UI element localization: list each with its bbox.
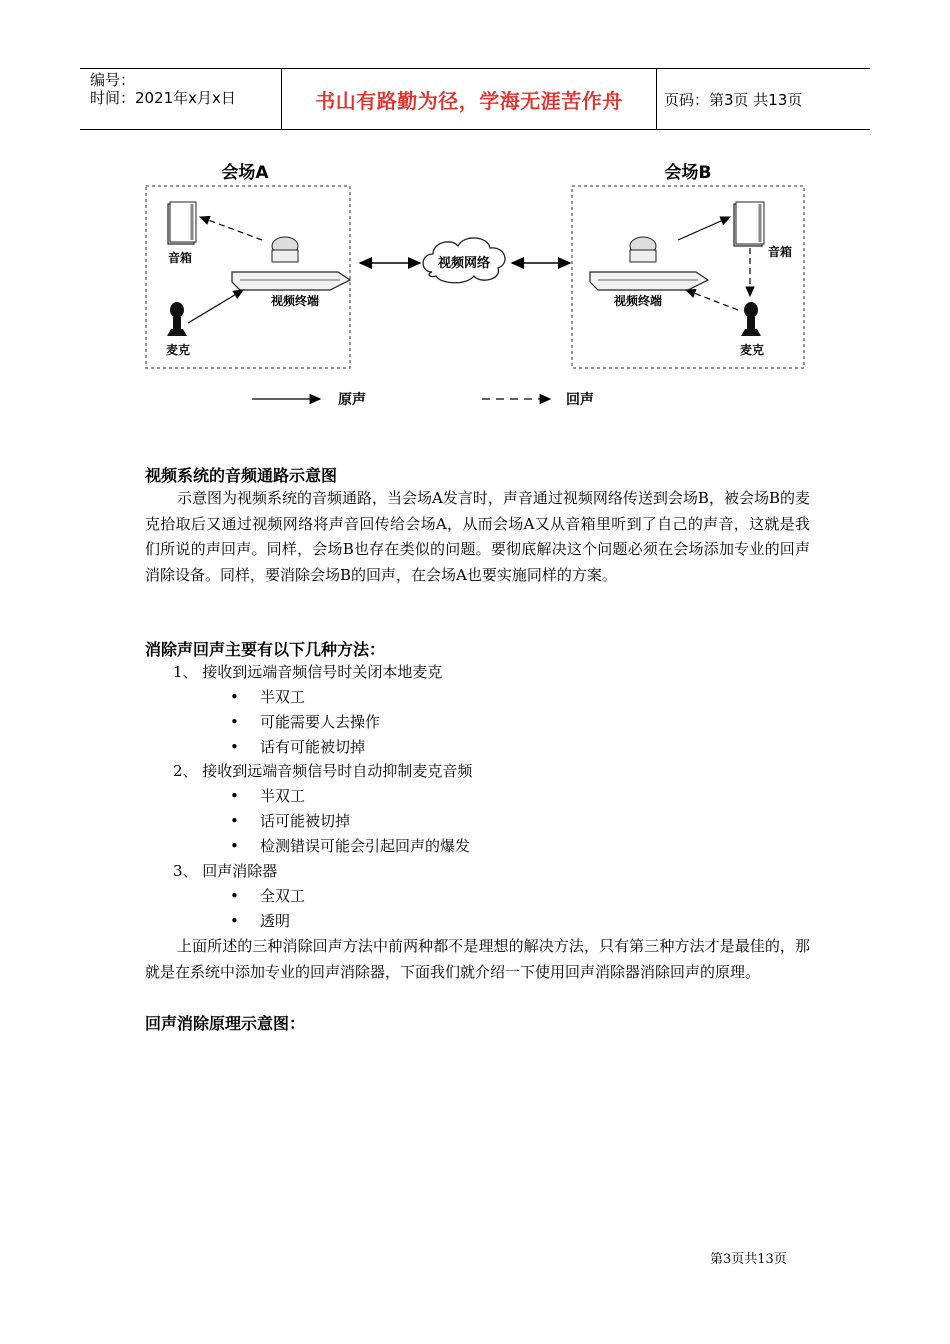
method-2-label: 2、 接收到远端音频信号时自动抑制麦克音频 — [173, 762, 473, 780]
method-bullet: • 半双工 — [230, 787, 306, 805]
speaker-b-label: 音箱 — [767, 245, 793, 259]
terminal-a-label: 视频终端 — [270, 294, 320, 308]
page-header — [80, 68, 870, 130]
network-label: 视频网络 — [437, 256, 491, 271]
method-bullet: • 全双工 — [230, 887, 306, 905]
header-page-code: 页码：第3页 共13页 — [664, 90, 803, 109]
method-1-label: 1、 接收到远端音频信号时关闭本地麦克 — [173, 663, 443, 681]
header-motto: 书山有路勤为径，学海无涯苦作舟 — [315, 88, 623, 113]
method-bullet: • 透明 — [230, 912, 291, 930]
section-title-audio-path: 视频系统的音频通路示意图 — [145, 466, 338, 485]
original-arrow-b — [678, 217, 730, 240]
section-title-methods: 消除声回声主要有以下几种方法： — [145, 640, 386, 659]
speaker-b-icon — [734, 202, 764, 246]
page-footer: 第3页共13页 — [710, 1252, 787, 1267]
method-bullet: • 可能需要人去操作 — [230, 713, 381, 731]
method-bullet: • 半双工 — [230, 688, 306, 706]
terminal-b-label: 视频终端 — [613, 294, 663, 308]
venue-a-title: 会场A — [221, 163, 269, 183]
method-bullet: • 话有可能被切掉 — [230, 738, 366, 756]
video-terminal-b-icon — [590, 237, 708, 290]
method-bullet: • 话可能被切掉 — [230, 812, 351, 830]
mic-a-label: 麦克 — [165, 343, 191, 357]
echo-arrow-b-back — [686, 290, 738, 310]
paragraph-conclusion: 上面所述的三种消除回声方法中前两种都不是理想的解决方法，只有第三种方法才是最佳的，那就是在系统中添加专业的回声消除器，下面我们就介绍一下使用回声消除器消除回声的原理。 — [145, 937, 810, 981]
microphone-a-icon — [167, 302, 187, 336]
legend-dashed-label: 回声 — [566, 392, 594, 408]
mic-b-label: 麦克 — [739, 343, 765, 357]
header-meta — [90, 71, 236, 107]
speaker-a-label: 音箱 — [167, 251, 193, 265]
header-number: 编号： — [90, 71, 136, 89]
section-title-echo-cancel: 回声消除原理示意图： — [145, 1014, 306, 1033]
video-terminal-a-icon — [232, 237, 350, 290]
header-divider — [656, 69, 657, 129]
original-arrow-a — [188, 290, 243, 323]
method-3-label: 3、 回声消除器 — [173, 862, 278, 880]
legend-solid-label: 原声 — [338, 392, 366, 408]
header-time: 时间：2021年x月x日 — [90, 89, 236, 107]
speaker-a-icon — [168, 202, 196, 244]
venue-b-title: 会场B — [664, 163, 712, 183]
paragraph-audio-path: 示意图为视频系统的音频通路，当会场A发言时，声音通过视频网络传送到会场B，被会场B的麦克拾取后又通过视频网络将声音回传给会场A，从而会场A又从音箱里听到了自己的声音，这就是我们所说的声回声。同样，会场B也存在类似的问题。要彻底解决这个问题必须在会场添加专业的回声消除设备。同样，要消除会场B的回声，在会场A也要实施同样的方案。 — [145, 489, 810, 584]
audio-path-diagram — [140, 150, 820, 420]
method-bullet: • 检测错误可能会引起回声的爆发 — [230, 837, 471, 855]
echo-arrow-a — [200, 217, 262, 240]
microphone-b-icon — [741, 302, 761, 336]
